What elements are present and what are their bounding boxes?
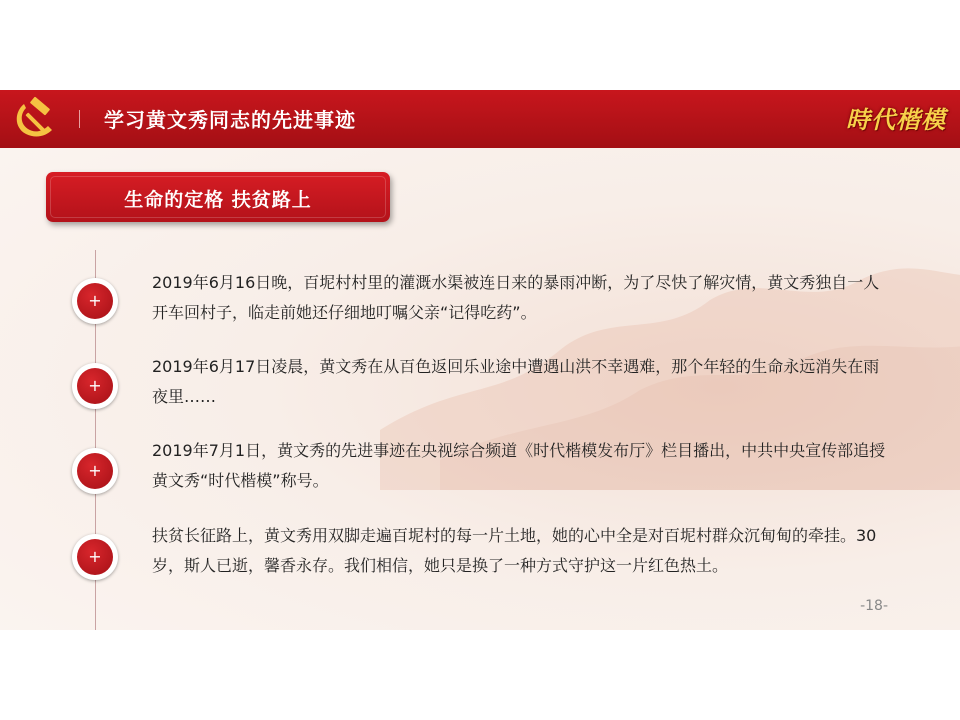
page-number: -18- xyxy=(860,598,888,614)
timeline-marker-1 xyxy=(72,278,118,324)
timeline-marker-3 xyxy=(72,448,118,494)
slide xyxy=(0,90,960,630)
hammer-and-sickle-icon xyxy=(10,96,60,142)
section-subtitle-box xyxy=(46,172,390,222)
header-divider xyxy=(79,110,80,128)
header-title: 学习黄文秀同志的先进事迹 xyxy=(104,108,356,132)
timeline-item-2: 2019年6月17日凌晨，黄文秀在从百色返回乐业途中遭遇山洪不幸遇难，那个年轻的生命永远消失在雨夜里…… xyxy=(152,357,880,406)
plus-icon: + xyxy=(77,453,113,489)
timeline-marker-2 xyxy=(72,363,118,409)
plus-icon: + xyxy=(77,283,113,319)
plus-icon: + xyxy=(77,539,113,575)
plus-icon: + xyxy=(77,368,113,404)
timeline-item-3: 2019年7月1日，黄文秀的先进事迹在央视综合频道《时代楷模发布厅》栏目播出，中共中央宣传部追授黄文秀“时代楷模”称号。 xyxy=(152,441,886,490)
timeline-item-4: 扶贫长征路上，黄文秀用双脚走遍百坭村的每一片土地，她的心中全是对百坭村群众沉甸甸的牵挂。30岁，斯人已逝，馨香永存。我们相信，她只是换了一种方式守护这一片红色热土。 xyxy=(152,526,877,575)
header-bar xyxy=(0,90,960,148)
timeline-marker-4 xyxy=(72,534,118,580)
brand-logo: 時代楷模 xyxy=(846,105,946,134)
section-subtitle: 生命的定格 扶贫路上 xyxy=(124,189,312,211)
timeline-item-1: 2019年6月16日晚，百坭村村里的灌溉水渠被连日来的暴雨冲断，为了尽快了解灾情，黄文秀独自一人开车回村子，临走前她还仔细地叮嘱父亲“记得吃药”。 xyxy=(152,273,880,322)
